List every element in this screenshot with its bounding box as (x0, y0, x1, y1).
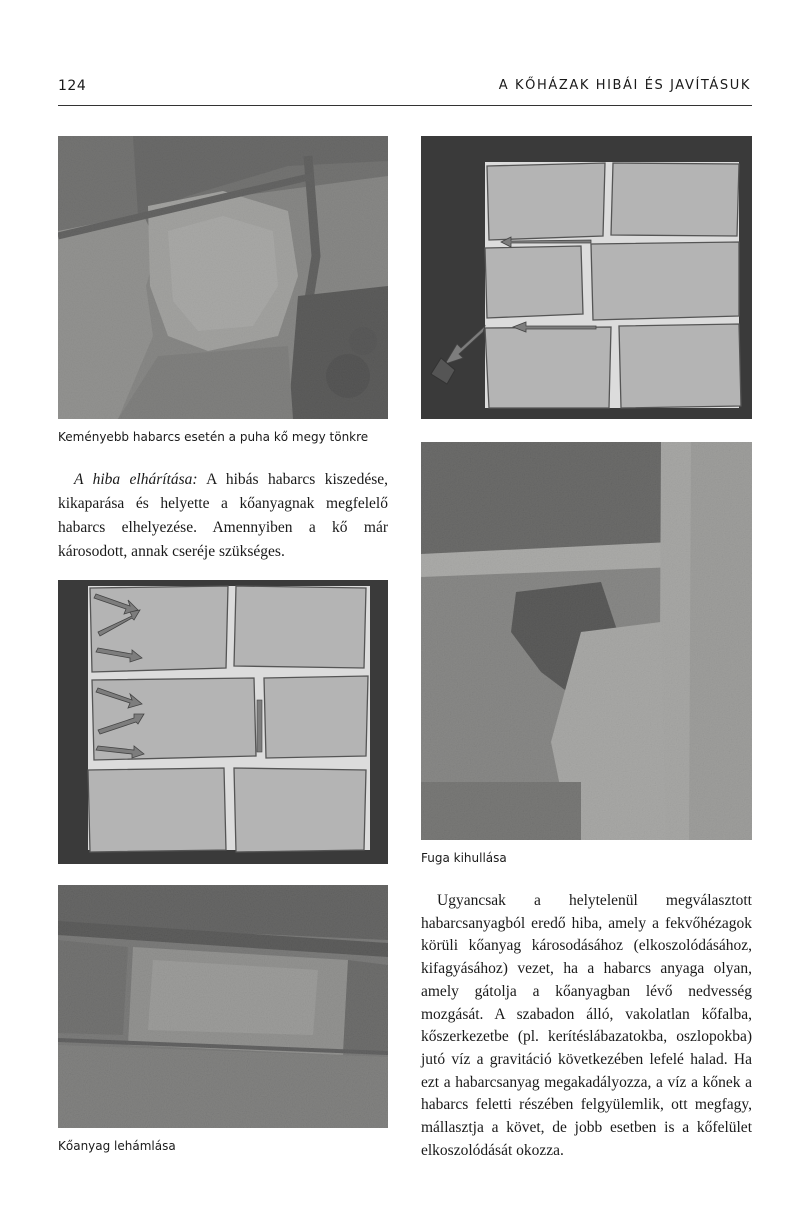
remedy-lead: A hiba elhárítása: (74, 471, 198, 488)
remedy-paragraph (58, 468, 388, 564)
moisture-paragraph-text: Ugyancsak a helytelenül megválasztott habarcsanyagból eredő hiba, amely a fekvőhézagok körüli kőanyag károsodásához (elkoszolódásához, kifagyásához) vezet, ha a habarcs anyaga olyan, amely gátolja a kőanyagban lévő nedvesség mozgását. A szabadon álló, vakolatlan kőfalba, kőszerkezetbe (pl. kerítéslábazatokba, oszlopokba) jutó víz a gravitáció következében lefelé halad. Ha ezt a habarcsanyag megakadályozza, a víz a kőnek a habarcs feletti részében felgyülemlik, ott megfagy, mállasztja a követ, de jobb esetben is a kőfelület elkoszolódását okozza. (421, 892, 752, 1159)
diagram-joint-moisture-flow (421, 136, 752, 419)
remedy-text: A hibás habarcs kiszedése, kikaparása és helyette a kőanyagnak megfelelő habarcs elhelyezése. Amennyiben a kő már károsodott, annak cseréje szükséges. (58, 471, 388, 560)
diagram-stone-moisture-arrows (58, 580, 388, 864)
caption-stone-flaking: Kőanyag lehámlása (58, 1139, 176, 1153)
header-rule (58, 105, 752, 106)
moisture-paragraph (421, 890, 752, 1162)
running-title: A KŐHÁZAK HIBÁI ÉS JAVÍTÁSUK (498, 78, 751, 93)
photo-joint-washout (421, 442, 752, 840)
page-number: 124 (58, 78, 87, 94)
photo-hard-mortar-damage (58, 136, 388, 419)
caption-joint-washout: Fuga kihullása (421, 851, 507, 865)
caption-hard-mortar: Keményebb habarcs esetén a puha kő megy tönkre (58, 430, 369, 444)
photo-stone-flaking (58, 885, 388, 1128)
